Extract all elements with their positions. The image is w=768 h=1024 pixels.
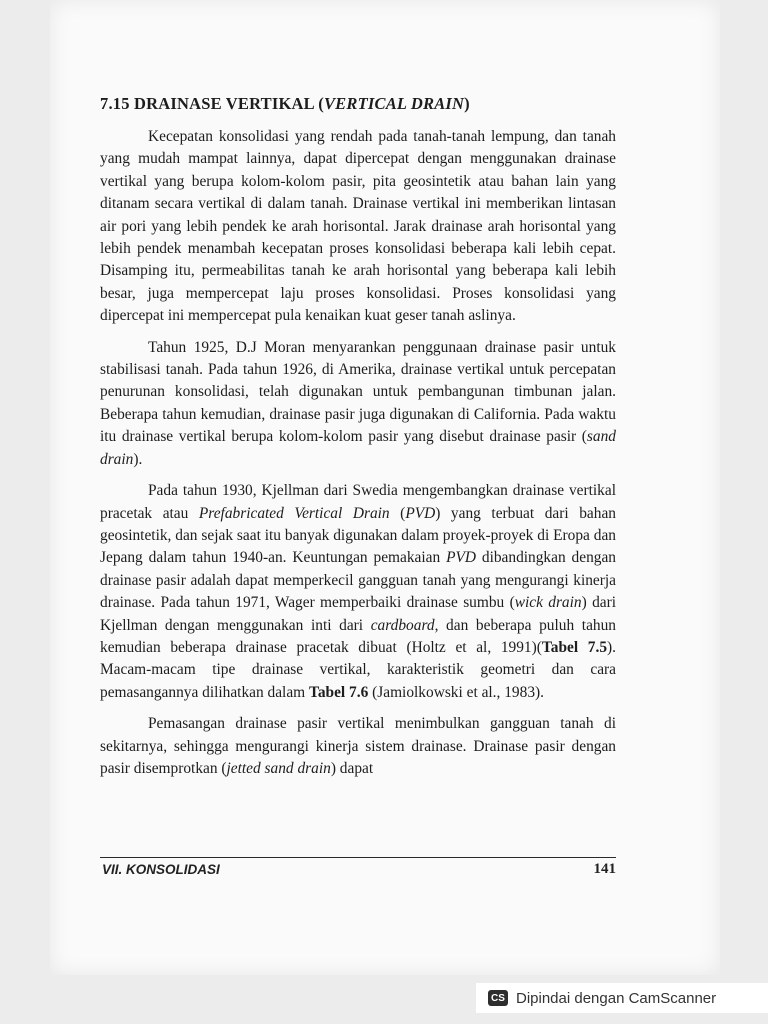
paragraph-1: Kecepatan konsolidasi yang rendah pada tanah-tanah lempung, dan tanah yang mudah mampat lainnya, dapat dipercepat dengan menggunakan drainase vertikal yang berupa kolom-kolom pasir, pita geosintetik atau bahan lain yang ditanam secara vertikal di dalam tanah. Drainase vertikal ini memberikan lintasan air pori yang lebih pendek ke arah horisontal. Jarak drainase arah horisontal yang lebih pendek menambah kecepatan proses konsolidasi beberapa kali lebih cepat. Disamping itu, permeabilitas tanah ke arah horisontal yang beberapa kali lebih besar, juga mempercepat laju proses konsolidasi. Proses konsolidasi yang dipercepat ini mempercepat pula kenaikan kuat geser tanah aslinya. xyxy=(100,128,616,325)
footer-rule xyxy=(100,857,616,858)
chapter-label: VII. KONSOLIDASI xyxy=(102,862,220,877)
page-body xyxy=(100,92,616,780)
camscanner-logo-icon: CS xyxy=(488,990,508,1006)
paragraph-4: Pemasangan drainase pasir vertikal menimbulkan gangguan tanah di sekitarnya, sehingga mengurangi kinerja sistem drainase. Drainase pasir dengan pasir disemprotkan (jetted sand drain) dapat xyxy=(100,715,616,777)
paragraph-2: Tahun 1925, D.J Moran menyarankan penggunaan drainase pasir untuk stabilisasi tanah. Pada tahun 1926, di Amerika, drainase vertikal untuk percepatan penurunan konsolidasi, telah digunakan untuk pembangunan timbunan jalan. Beberapa tahun kemudian, drainase pasir juga digunakan di California. Pada waktu itu drainase vertikal berupa kolom-kolom pasir yang disebut drainase pasir (sand drain). xyxy=(100,338,616,468)
watermark-text: Dipindai dengan CamScanner xyxy=(516,989,717,1007)
page-number: 141 xyxy=(593,861,616,877)
section-heading: 7.15 DRAINASE VERTIKAL (VERTICAL DRAIN) xyxy=(100,94,470,113)
camscanner-watermark xyxy=(476,983,768,1013)
paragraph-3: Pada tahun 1930, Kjellman dari Swedia mengembangkan drainase vertikal pracetak atau Prefabricated Vertical Drain (PVD) yang terbuat dari bahan geosintetik, dan sejak saat itu banyak digunakan dalam proyek-proyek di Eropa dan Jepang dalam tahun 1940-an. Keuntungan pemakaian PVD dibandingkan dengan drainase pasir adalah dapat memperkecil gangguan tanah yang mengurangi kinerja drainase. Pada tahun 1971, Wager memperbaiki drainase sumbu (wick drain) dari Kjellman dengan menggunakan inti dari cardboard, dan beberapa puluh tahun kemudian beberapa drainase pracetak dibuat (Holtz et al, 1991)(Tabel 7.5). Macam-macam tipe drainase vertikal, karakteristik geometri dan cara pemasangannya dilihatkan dalam Tabel 7.6 (Jamiolkowski et al., 1983). xyxy=(100,482,616,701)
